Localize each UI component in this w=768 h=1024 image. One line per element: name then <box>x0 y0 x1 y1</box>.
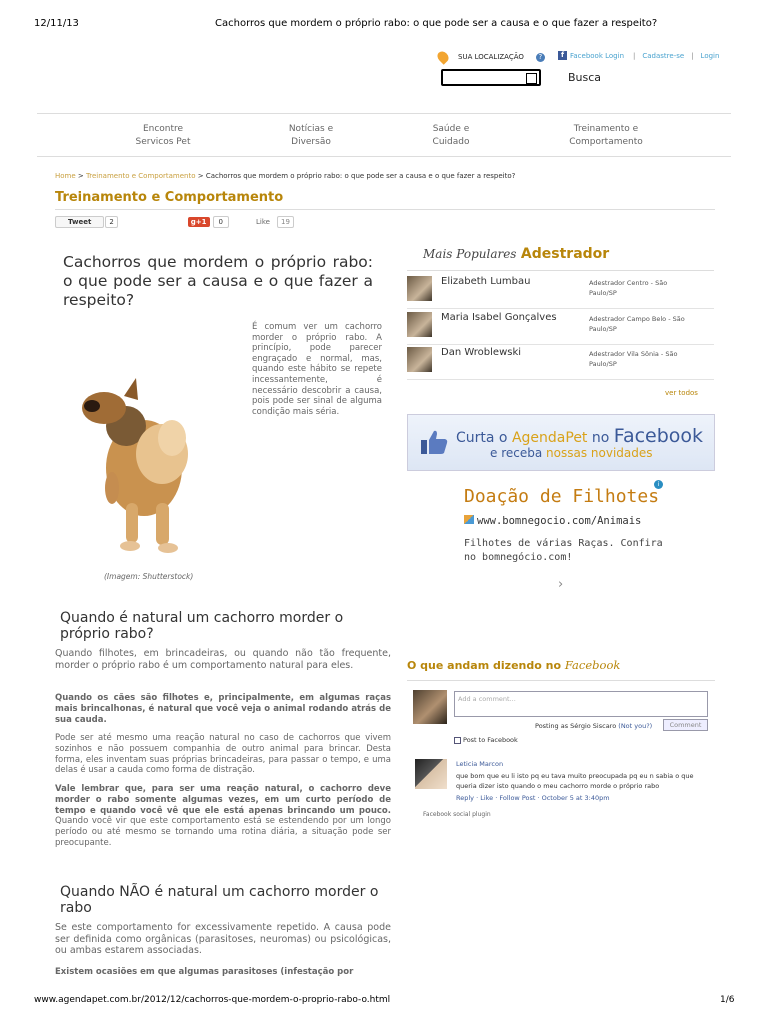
popular-trainers-heading: Mais Populares Adestrador <box>423 246 610 262</box>
trainer-item[interactable] <box>407 345 714 380</box>
paragraph: Pode ser até mesmo uma reação natural no caso de cachorros que vivem sozinhos e não possuem companhia de outro animal para brincar. Desta forma, eles inventam suas próprias brincadeiras, para passar o tempo, e uma delas é usar a cauda como forma de distração. <box>55 733 391 776</box>
facebook-login-link[interactable]: Facebook Login <box>570 51 625 60</box>
image-caption: (Imagem: Shutterstock) <box>104 572 194 581</box>
avatar <box>415 759 447 789</box>
google-plus-button[interactable]: g+1 <box>188 217 210 227</box>
nav-item-treinamento[interactable]: Treinamento e Comportamento <box>569 124 643 147</box>
tweet-count: 2 <box>105 216 117 228</box>
ad-url[interactable]: www.bomnegocio.com/Animais <box>464 515 641 527</box>
avatar <box>407 276 432 301</box>
paragraph: Quando os cães são filhotes e, principalmente, em algumas raças mais brincalhonas, é natural que você veja o animal rodando atrás de sua cauda. <box>55 693 391 725</box>
thumbs-up-icon <box>420 429 448 455</box>
cube-icon <box>464 515 474 524</box>
not-you-link[interactable]: (Not you?) <box>618 722 653 730</box>
trainer-item[interactable] <box>407 310 714 345</box>
article-intro: É comum ver um cachorro morder o próprio rabo. A princípio, pode parecer engraçado e normal, mas, quando este hábito se repete incessantemente, é necessário descobrir a causa, pois pode ser sinal de alguma condição mais séria. <box>252 322 382 417</box>
ad-title[interactable]: Doação de Filhotes <box>464 486 660 507</box>
comment-text: que bom que eu li isto pq eu tava muito preocupada pq eu n sabia o que queria dizer isto quando o meu cachorro morde o próprio rabo <box>456 772 694 790</box>
facebook-comments-widget <box>407 680 715 822</box>
location-pin-icon <box>435 49 451 65</box>
search-button[interactable]: Busca <box>568 71 602 84</box>
trainer-location: Adestrador Vila Sônia - São Paulo/SP <box>589 350 678 368</box>
facebook-plugin-label: Facebook social plugin <box>423 811 491 818</box>
post-to-facebook[interactable]: Post to Facebook <box>454 736 518 744</box>
facebook-icon: f <box>558 51 567 60</box>
nav-item-saude[interactable]: Saúde e Cuidado <box>432 124 470 147</box>
subheading-not-natural: Quando NÃO é natural um cachorro morder o rabo <box>60 884 379 916</box>
paragraph: Existem ocasiões em que algumas parasitoses (infestação por <box>55 967 354 977</box>
avatar <box>413 690 447 724</box>
commenter-name[interactable]: Leticia Marcon <box>456 760 504 768</box>
register-link[interactable]: Cadastre-se <box>642 51 685 60</box>
banner-line-2: e receba nossas novidades <box>490 446 653 460</box>
section-divider <box>55 209 715 210</box>
trainer-name[interactable]: Elizabeth Lumbau <box>441 276 531 287</box>
nav-item-servicos[interactable]: Encontre Servicos Pet <box>135 124 191 147</box>
paragraph: Quando filhotes, em brincadeiras, ou quando não tão frequente, morder o próprio rabo é um comportamento natural para eles. <box>55 648 391 671</box>
avatar <box>407 312 432 337</box>
comment-button[interactable]: Comment <box>663 719 708 731</box>
dog-photo <box>64 368 204 568</box>
breadcrumb: Home > Treinamento e Comportamento > Cachorros que mordem o próprio rabo: o que pode ser a causa e o que fazer a respeito? <box>55 172 516 180</box>
like-button[interactable]: Like <box>256 218 270 226</box>
facebook-comments-heading: O que andam dizendo no Facebook <box>407 658 621 672</box>
chevron-right-icon[interactable]: › <box>558 577 564 592</box>
comment-input[interactable]: Add a comment... <box>454 691 708 717</box>
print-footer-url: www.agendapet.com.br/2012/12/cachorros-que-mordem-o-proprio-rabo-o.html <box>34 995 391 1005</box>
trainer-location: Adestrador Centro - São Paulo/SP <box>589 279 668 297</box>
banner-line-1: Curta o AgendaPet no Facebook <box>456 425 704 447</box>
paragraph <box>55 784 391 849</box>
trainer-item[interactable] <box>407 274 714 309</box>
breadcrumb-section[interactable]: Treinamento e Comportamento <box>86 172 196 180</box>
comment-actions[interactable]: Reply · Like · Follow Post · October 5 at 3:40pm <box>456 794 610 802</box>
print-date: 12/11/13 <box>34 18 79 29</box>
trainer-name[interactable]: Maria Isabel Gonçalves <box>441 312 557 323</box>
avatar <box>407 347 432 372</box>
paragraph-bold: Vale lembrar que, para ser uma reação natural, o cachorro deve morder o rabo somente algumas vezes, em um curto período de tempo e quando você vê que ele está apenas brincando um pouco. <box>55 784 391 816</box>
tweet-button[interactable]: Tweet <box>55 216 104 228</box>
trainer-name[interactable]: Dan Wroblewski <box>441 347 522 358</box>
paragraph-rest: Quando você vir que este comportamento está se estendendo por um longo período ou até mesmo se tornando uma rotina diária, a situação pode ser preocupante. <box>55 816 391 848</box>
print-page-title: Cachorros que mordem o próprio rabo: o que pode ser a causa e o que fazer a respeito? <box>215 18 658 29</box>
breadcrumb-home[interactable]: Home <box>55 172 76 180</box>
help-icon[interactable]: ? <box>536 53 545 62</box>
subheading-natural: Quando é natural um cachorro morder o próprio rabo? <box>60 610 344 642</box>
nav-top-divider <box>37 113 731 114</box>
social-share-bar <box>55 216 294 228</box>
like-count: 19 <box>277 216 294 228</box>
posting-as: Posting as Sérgio Siscaro (Not you?) <box>535 722 653 730</box>
account-links: f Facebook Login | Cadastre-se | Login <box>558 51 719 60</box>
facebook-like-banner[interactable] <box>407 414 715 471</box>
section-title: Treinamento e Comportamento <box>55 190 284 205</box>
nav-bottom-divider <box>37 156 731 157</box>
nav-item-noticias[interactable]: Notícias e Diversão <box>288 124 334 147</box>
article-title: Cachorros que mordem o próprio rabo: o que pode ser a causa e o que fazer a respeito? <box>63 253 373 309</box>
print-page-number: 1/6 <box>720 995 735 1005</box>
adchoices-icon[interactable]: i <box>654 480 663 489</box>
popular-top-divider <box>407 270 714 271</box>
location-label: SUA LOCALIZAÇÃO <box>458 53 524 61</box>
trainer-location: Adestrador Campo Belo - São Paulo/SP <box>589 315 685 333</box>
login-link[interactable]: Login <box>700 51 720 60</box>
google-plus-count: 0 <box>213 216 229 228</box>
see-all-link[interactable]: ver todos <box>665 389 698 397</box>
ad-text: Filhotes de várias Raças. Confira no bomnegócio.com! <box>464 538 663 563</box>
paragraph: Se este comportamento for excessivamente repetido. A causa pode ser definida como orgânicas (parasitoses, neuromas) ou psicológicas, ou ambas estarem associadas. <box>55 922 391 957</box>
search-input[interactable] <box>441 69 541 86</box>
breadcrumb-current: Cachorros que mordem o próprio rabo: o que pode ser a causa e o que fazer a respeito? <box>205 172 516 180</box>
location-selector[interactable] <box>438 51 545 63</box>
checkbox-icon[interactable] <box>454 737 461 744</box>
